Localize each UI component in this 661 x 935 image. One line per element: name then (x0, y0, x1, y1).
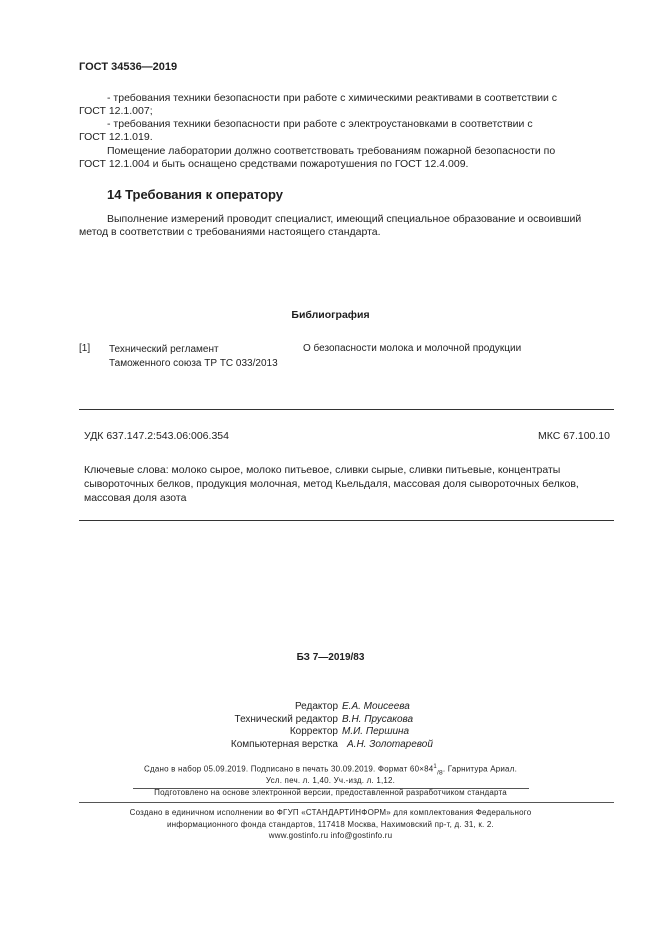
print-info-text: Сдано в набор 05.09.2019. Подписано в печать 30.09.2019. Формат 60×84 (143, 764, 434, 774)
bibliography-ref-description: О безопасности молока и молочной продукции (303, 343, 522, 354)
divider (79, 802, 614, 803)
document-header: ГОСТ 34536—2019 (79, 61, 178, 73)
keywords-block (84, 463, 610, 505)
print-sheets-line: Усл. печ. л. 1,40. Уч.-изд. л. 1,12. (265, 776, 396, 785)
print-source-line: Подготовлено на основе электронной версии, предоставленной разработчиком стандарта (154, 788, 507, 797)
section-14-title: 14 Требования к оператору (107, 187, 284, 202)
staff-name: А.Н. Золотаревой (347, 738, 433, 750)
bibliography-title: Библиография (291, 309, 370, 321)
text-line: ГОСТ 12.1.019. (79, 131, 153, 143)
publisher-line: Создано в единичном исполнении во ФГУП «СТАНДАРТИНФОРМ» для комплектования Федерального (129, 808, 532, 817)
text-line: - требования техники безопасности при работе с химическими реактивами в соответствии с (107, 92, 558, 104)
staff-name: Е.А. Моисеева (342, 701, 410, 712)
format-fraction-denominator: /8 (436, 769, 443, 777)
publisher-address: информационного фонда стандартов, 117418 Москва, Нахимовский пр-т, д. 31, к. 2. (167, 820, 494, 829)
safety-requirement-electrical (79, 118, 614, 144)
text-line: Помещение лаборатории должно соответствовать требованиям пожарной безопасности по (107, 145, 556, 157)
divider (79, 520, 614, 521)
text-line: Технический регламент (109, 344, 219, 355)
bibliography-ref-source (109, 343, 278, 371)
text-line: - требования техники безопасности при работе с электроустановками в соответствии с (107, 118, 533, 130)
text-line: сывороточных белков, продукция молочная, метод Кьельдаля, массовая доля сывороточных белков, (84, 478, 579, 490)
text-line: ГОСТ 12.1.004 и быть оснащено средствами пожаротушения по ГОСТ 12.4.009. (79, 158, 469, 170)
text-line: Ключевые слова: молоко сырое, молоко питьевое, сливки сырые, сливки питьевые, концентраты (84, 464, 561, 476)
staff-role: Компьютерная верстка (230, 738, 338, 750)
publisher-contacts: www.gostinfo.ru info@gostinfo.ru (268, 831, 393, 840)
divider (79, 409, 614, 410)
text-line: метод в соответствии с требованиями настоящего стандарта. (79, 226, 381, 238)
bz-number: БЗ 7—2019/83 (296, 652, 365, 663)
text-line: ГОСТ 12.1.007; (79, 105, 153, 117)
bibliography-ref-number: [1] (79, 343, 91, 354)
print-info-text: . Гарнитура Ариал. (442, 764, 517, 774)
staff-role: Технический редактор (234, 713, 338, 725)
text-line: Выполнение измерений проводит специалист, имеющий специальное образование и освоивший (107, 213, 582, 225)
operator-requirements-paragraph (79, 213, 614, 239)
format-fraction-numerator: 1 (433, 764, 437, 770)
text-line: Таможенного союза ТР ТС 033/2013 (109, 358, 278, 369)
safety-requirement-chemicals (79, 92, 614, 118)
staff-name: В.Н. Прусакова (342, 713, 414, 725)
staff-name: М.И. Першина (342, 726, 410, 737)
udk-code: УДК 637.147.2:543.06:006.354 (84, 430, 229, 442)
print-info-line (0, 764, 661, 776)
mks-code: МКС 67.100.10 (538, 430, 610, 442)
staff-role: Редактор (294, 701, 338, 712)
text-line: массовая доля азота (84, 492, 187, 504)
staff-role: Корректор (289, 726, 338, 737)
fire-safety-paragraph (79, 145, 614, 171)
